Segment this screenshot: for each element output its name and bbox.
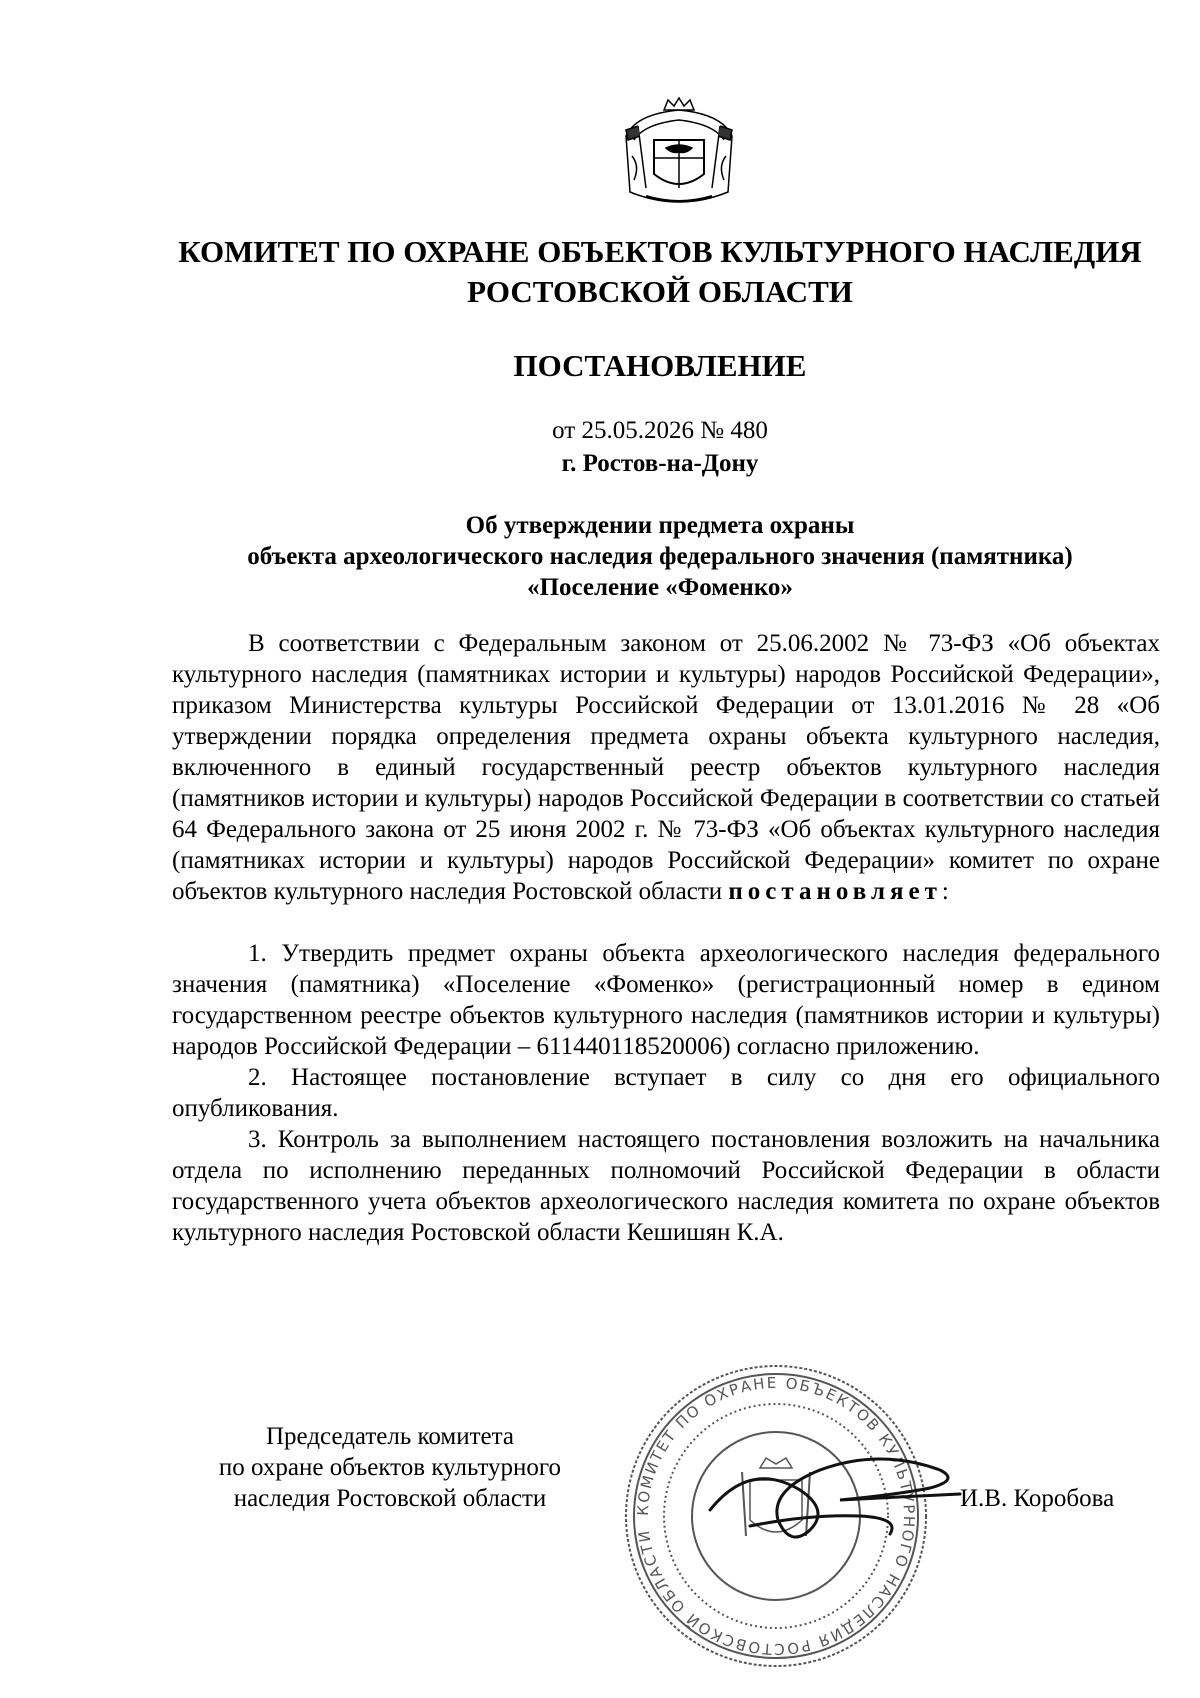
document-city: г. Ростов-на-Дону: [561, 450, 759, 477]
handwritten-signature-icon: [690, 1430, 980, 1570]
item-paragraph: 3. Контроль за выполнением настоящего постановления возложить на начальника отдела по исполнению переданных полномочий Российской Федерации в области государственного учета объектов археологического наследия комитета по охране объектов культурного наследия Ростовской области Кешишян К.А.: [172, 1126, 1160, 1246]
subject-line: объекта археологического наследия федерального значения (памятника): [247, 543, 1073, 570]
preamble-text: В соответствии с Федеральным законом от 25.06.2002 № 73-ФЗ «Об объектах культурного наследия (памятниках истории и культуры) народов Российской Федерации», приказом Министерства культуры Российской Федерации от 13.01.2016 № 28 «Об утверждении порядка определения предмета охраны объекта культурного наследия, включенного в единый государственный реестр объектов культурного наследия (памятников истории и культуры) народов Российской Федерации в соответствии со статьей 64 Федерального закона от 25 июня 2002 г. № 73-ФЗ «Об объектах культурного наследия (памятниках истории и культуры) народов Российской Федерации» комитет по охране объектов культурного наследия Ростовской области: [172, 630, 1160, 905]
item-paragraph: 1. Утвердить предмет охраны объекта археологического наследия федерального значения (памятника) «Поселение «Фоменко» (регистрационный номер в едином государственном реестре объектов культурного наследия (памятников истории и культуры) народов Российской Федерации – 611440118520006) согласно приложению.: [172, 940, 1160, 1060]
subject-line: Об утверждении предмета охраны: [465, 512, 855, 539]
item-paragraph: 2. Настоящее постановление вступает в силу со дня его официального опубликования.: [172, 1064, 1160, 1122]
signatory-title: [180, 1421, 600, 1514]
coat-of-arms-icon: [616, 96, 742, 214]
seal-text: КОМИТЕТ ПО ОХРАНЕ ОБЪЕКТОВ КУЛЬТУРНОГО НАСЛЕДИЯ РОСТОВСКОЙ ОБЛАСТИ: [633, 1373, 919, 1659]
decree-word: постановляет: [728, 878, 942, 905]
signatory-title-line: Председатель комитета: [266, 1423, 514, 1450]
decree-colon: :: [941, 878, 949, 905]
document-type: ПОСТАНОВЛЕНИЕ: [513, 348, 807, 383]
document-subject: [160, 510, 1160, 603]
signatory-name: И.В. Коробова: [960, 1485, 1115, 1512]
signatory-title-line: по охране объектов культурного: [218, 1454, 562, 1481]
subject-line: «Поселение «Фоменко»: [527, 574, 793, 601]
organization-title: КОМИТЕТ ПО ОХРАНЕ ОБЪЕКТОВ КУЛЬТУРНОГО НАСЛЕДИЯ РОСТОВСКОЙ ОБЛАСТИ: [178, 234, 1142, 309]
document-body: [172, 628, 1160, 1248]
signatory-title-line: наследия Ростовской области: [233, 1485, 547, 1512]
preamble-paragraph: [172, 628, 1160, 907]
document-date-number: от 25.05.2026 № 480: [552, 417, 768, 444]
